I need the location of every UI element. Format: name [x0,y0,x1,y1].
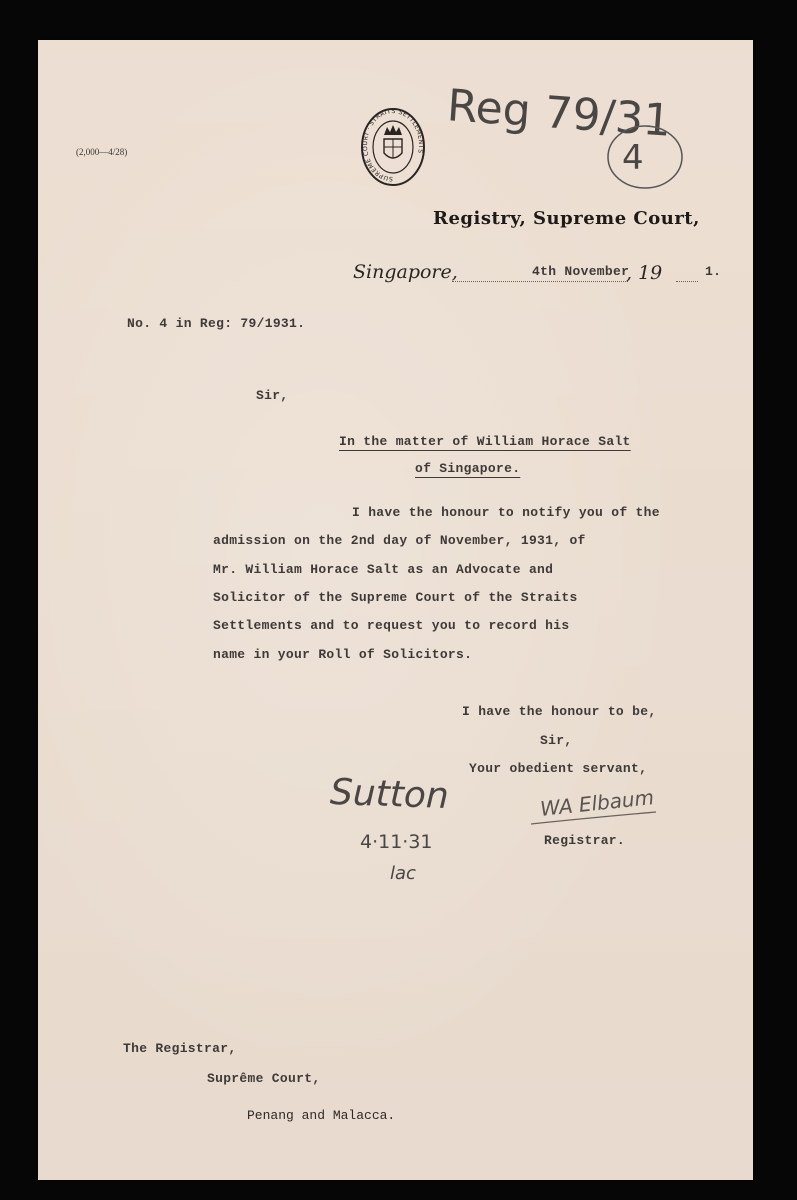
subject-line-2: of Singapore. [415,461,521,476]
body-line: Solicitor of the Supreme Court of the Straits [213,590,578,605]
body-line: name in your Roll of Solicitors. [213,647,473,662]
closing-line: I have the honour to be, [462,704,657,719]
address-line: The Registrar, [123,1041,237,1056]
file-annotation-circled: 4 [622,138,644,178]
body-line: I have the honour to notify you of the [352,505,660,520]
place-label: Singapore, [353,261,458,283]
svg-text:SUPREME COURT · STRAITS SETTLE: SUPREME COURT · STRAITS SETTLEMENTS [361,107,425,183]
body-line: Mr. William Horace Salt as an Advocate and [213,562,554,577]
subject-line-1: In the matter of William Horace Salt [339,434,631,449]
registrar-signature: WA Elbaum [539,785,656,821]
closing-line: Sir, [540,733,573,748]
address-line: Penang and Malacca. [247,1108,396,1123]
body-line: admission on the 2nd day of November, 1931, of [213,533,586,548]
court-seal-icon [360,107,426,187]
year-suffix: 1. [705,264,722,279]
letterhead-heading: Registry, Supreme Court, [433,208,700,229]
handwritten-note-date: 4·11·31 [360,831,433,853]
body-line: Settlements and to request you to record his [213,618,570,633]
signatory-title: Registrar. [544,833,626,848]
date-dotted-line [452,281,628,282]
closing-line: Your obedient servant, [469,761,648,776]
reference-number: No. 4 in Reg: 79/1931. [127,316,306,331]
signature-flourish-icon [528,806,660,830]
year-prefix: , 19 [626,262,663,284]
address-line: Suprême Court, [207,1071,321,1086]
annotation-circle-icon [605,123,685,191]
date-typed: 4th November [532,264,630,279]
print-code: (2,000—4/28) [76,147,128,157]
handwritten-note-name: Sutton [329,771,450,818]
file-annotation: Reg 79/31 [445,80,673,147]
salutation: Sir, [256,388,289,403]
year-dotted-line [676,281,698,282]
handwritten-note-initials: lac [390,863,416,884]
